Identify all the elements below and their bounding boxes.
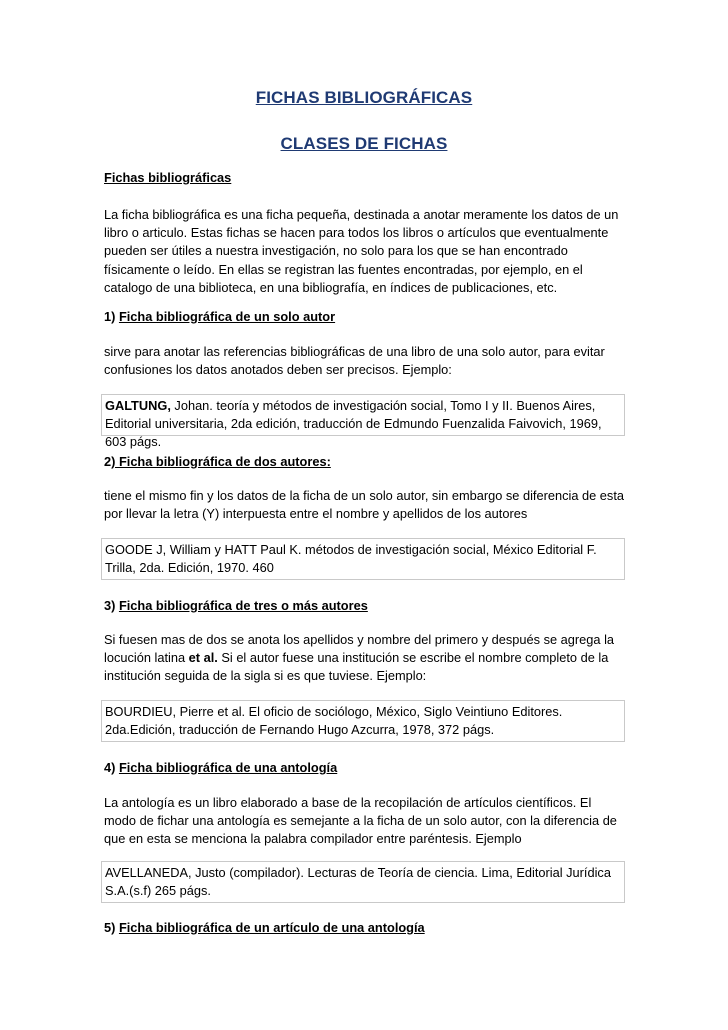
- section-5-heading: 5) Ficha bibliográfica de un artículo de una antología: [104, 920, 425, 935]
- page-subtitle: CLASES DE FICHAS: [280, 134, 448, 153]
- section-3-heading: 3) Ficha bibliográfica de tres o más autores: [104, 598, 368, 613]
- page-title: FICHAS BIBLIOGRÁFICAS: [255, 88, 473, 107]
- section-4-example: AVELLANEDA, Justo (compilador). Lecturas de Teoría de ciencia. Lima, Editorial Jurídica S.A.(s.f) 265 págs.: [101, 861, 625, 903]
- intro-heading: Fichas bibliográficas: [104, 170, 232, 185]
- section-1-heading: 1) Ficha bibliográfica de un solo autor: [104, 309, 336, 324]
- section-1-paragraph: sirve para anotar las referencias bibliográficas de una libro de una solo autor, para evitar confusiones los datos anotados deben ser precisos. Ejemplo:: [104, 344, 605, 378]
- section-2-paragraph: tiene el mismo fin y los datos de la ficha de un solo autor, sin embargo se diferencia de esta por llevar la letra (Y) interpuesta entre el nombre y apellidos de los autores: [104, 488, 624, 522]
- intro-paragraph: La ficha bibliográfica es una ficha pequeña, destinada a anotar meramente los datos de un libro o articulo. Estas fichas se hacen para todos los libros o artículos que eventualmente pueden ser útiles a nuestra investigación, no solo para los que se han encontrado físicamente o leído. En ellas se registran las fuentes encontradas, por ejemplo, en el catalogo de una biblioteca, en una bibliografía, en índices de publicaciones, etc.: [104, 207, 619, 295]
- section-4-paragraph: La antología es un libro elaborado a base de la recopilación de artículos científicos. El modo de fichar una antología es semejante a la ficha de un solo autor, con la diferencia de que en esta se menciona la palabra compilador entre paréntesis. Ejemplo: [104, 795, 617, 847]
- section-3-paragraph: Si fuesen mas de dos se anota los apellidos y nombre del primero y después se agrega la locución latina et al. Si el autor fuese una institución se escribe el nombre completo de la institución seguida de la sigla si es que tuviese. Ejemplo:: [104, 632, 615, 684]
- section-2-example: GOODE J, William y HATT Paul K. métodos de investigación social, México Editorial F. Trilla, 2da. Edición, 1970. 460: [101, 538, 625, 580]
- section-3-example: BOURDIEU, Pierre et al. El oficio de sociólogo, México, Siglo Veintiuno Editores. 2da.Edición, traducción de Fernando Hugo Azcurra, 1978, 372 págs.: [101, 700, 625, 742]
- section-1-example: GALTUNG, Johan. teoría y métodos de investigación social, Tomo I y II. Buenos Aires, Editorial universitaria, 2da edición, traducción de Edmundo Fuenzalida Faivovich, 1969, 603 págs.: [101, 394, 625, 436]
- section-4-heading: 4) Ficha bibliográfica de una antología: [104, 760, 338, 775]
- section-2-heading: 2) Ficha bibliográfica de dos autores:: [104, 454, 331, 469]
